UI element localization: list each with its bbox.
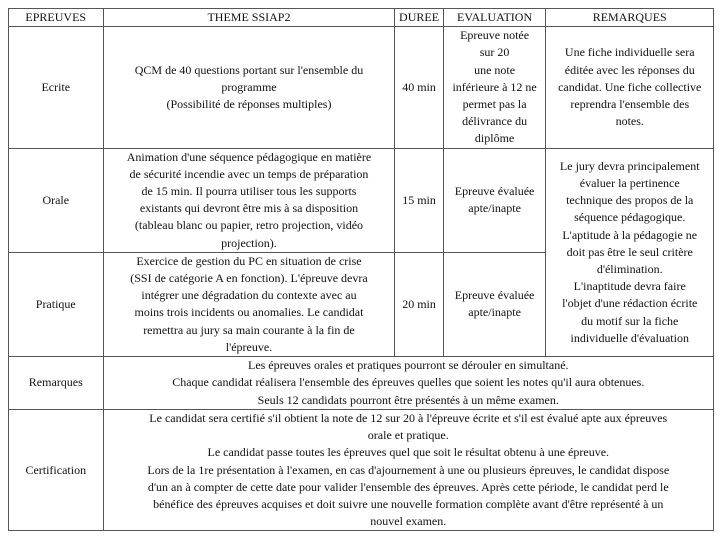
ecrite-duree: 40 min [395,27,443,148]
orale-evaluation: Epreuve évaluée apte/inapte [443,148,546,252]
header-theme: THEME SSIAP2 [103,9,395,27]
row-ecrite [9,27,714,148]
exam-table [8,8,714,531]
row-orale [9,148,714,252]
orale-theme: Animation d'une séquence pédagogique en matière de sécurité incendie avec un temps de préparation de 15 min. Il pourra utiliser tous les supports existants qui devront être mis à sa disposition (tableau blanc ou papier, retro projection, vidéo projection). [103,148,395,252]
ecrite-theme: QCM de 40 questions portant sur l'ensemble du programme (Possibilité de réponses multiples) [103,27,395,148]
certification-text: Le candidat sera certifié s'il obtient la note de 12 sur 20 à l'épreuve écrite et s'il est évalué apte aux épreuves orale et pratique. Le candidat passe toutes les épreuves quel que soit le résultat obtenu à une épreuve. Lors de la 1re présentation à l'examen, en cas d'ajournement à une ou plusieurs épreuves, le candidat dispose d'un an à compter de cette date pour valider l'ensemble des épreuves. Après cette période, le candidat perd le bénéfice des épreuves acquises et doit suivre une nouvelle formation complète avant d'être représenté à un nouvel examen. [103,410,713,531]
pratique-epreuve: Pratique [9,252,104,356]
remarques-text: Les épreuves orales et pratiques pourront se dérouler en simultané. Chaque candidat réalisera l'ensemble des épreuves quelles que soient les notes qu'il aura obtenues. Seuls 12 candidats pourront être présentés à un même examen. [103,357,713,410]
orale-pratique-remarques: Le jury devra principalement évaluer la pertinence technique des propos de la séquence pédagogique. L'aptitude à la pédagogie ne doit pas être le seul critère d'élimination. L'inaptitude devra faire l'objet d'une rédaction écrite du motif sur la fiche individuelle d'évaluation [546,148,714,356]
certification-label: Certification [9,410,104,531]
pratique-theme: Exercice de gestion du PC en situation de crise (SSI de catégorie A en fonction). L'épreuve devra intégrer une dégradation du contexte avec au moins trois incidents ou anomalies. Le candidat remettra au jury sa main courante à la fin de l'épreuve. [103,252,395,356]
ecrite-epreuve: Ecrite [9,27,104,148]
pratique-evaluation: Epreuve évaluée apte/inapte [443,252,546,356]
row-remarques [9,357,714,410]
remarques-label: Remarques [9,357,104,410]
orale-duree: 15 min [395,148,443,252]
header-remarques: REMARQUES [546,9,714,27]
pratique-duree: 20 min [395,252,443,356]
ecrite-evaluation: Epreuve notée sur 20 une note inférieure à 12 ne permet pas la délivrance du diplôme [443,27,546,148]
header-row [9,9,714,27]
header-epreuves: EPREUVES [9,9,104,27]
ecrite-remarques: Une fiche individuelle sera éditée avec les réponses du candidat. Une fiche collective reprendra l'ensemble des notes. [546,27,714,148]
row-certification [9,410,714,531]
header-evaluation: EVALUATION [443,9,546,27]
orale-epreuve: Orale [9,148,104,252]
header-duree: DUREE [395,9,443,27]
